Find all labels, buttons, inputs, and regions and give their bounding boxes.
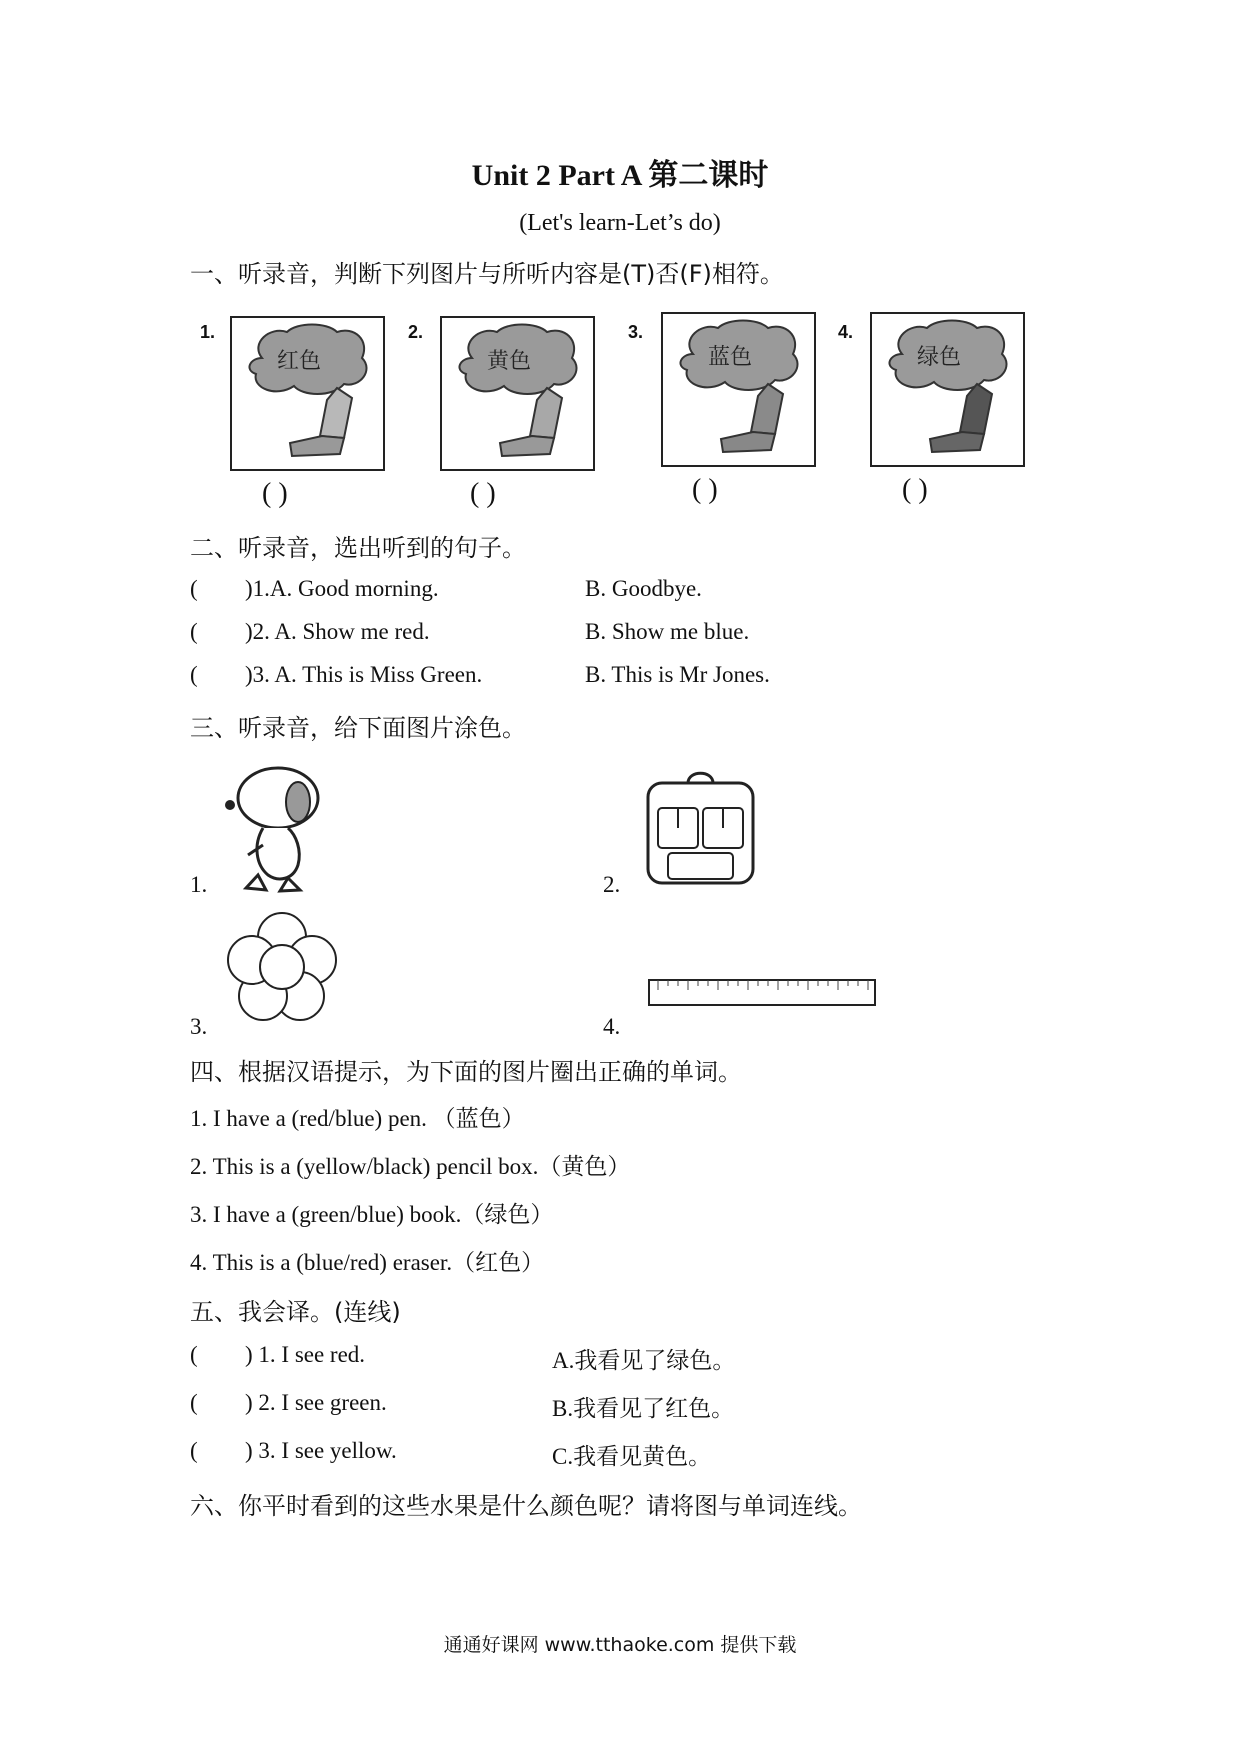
english-sentence: ) 3. I see yellow.: [245, 1438, 397, 1463]
backpack-picture: [638, 768, 763, 890]
answer-paren[interactable]: ( ): [692, 474, 718, 505]
item-number: 2.: [408, 322, 424, 342]
tube-label: 红色: [277, 349, 322, 374]
paint-tube-picture: [230, 316, 385, 471]
option-b: B. This is Mr Jones.: [585, 662, 770, 687]
item-number: 4.: [838, 322, 854, 342]
item-number: 1.: [200, 322, 216, 342]
answer-paren[interactable]: ( ): [262, 478, 288, 509]
picture-number: 3.: [190, 1014, 208, 1039]
section-1-heading: 一、听录音，判断下列图片与所听内容是(T)否(F)相符。: [190, 260, 784, 288]
sentence: 2. This is a (yellow/black) pencil box.（黄色）: [190, 1154, 631, 1179]
choice-paren[interactable]: (: [190, 1438, 198, 1463]
tube-label: 蓝色: [708, 345, 753, 370]
paint-tube-picture: [661, 312, 816, 467]
chinese-sentence: C.我看见黄色。: [552, 1444, 712, 1469]
item-number: 3.: [628, 322, 644, 342]
choice-paren[interactable]: (: [190, 576, 198, 601]
tube-label: 绿色: [917, 345, 962, 370]
option-b: B. Goodbye.: [585, 576, 702, 601]
chinese-sentence: A.我看见了绿色。: [552, 1348, 736, 1373]
option-a: )3. A. This is Miss Green.: [245, 662, 483, 687]
dog-picture: [218, 760, 328, 895]
section-5-heading: 五、我会译。(连线): [190, 1298, 401, 1326]
english-sentence: ) 1. I see red.: [245, 1342, 366, 1367]
option-a: )2. A. Show me red.: [245, 619, 430, 644]
option-a: )1.A. Good morning.: [245, 576, 439, 601]
answer-paren[interactable]: ( ): [470, 478, 496, 509]
picture-number: 2.: [603, 872, 621, 897]
footer: 通通好课网 www.tthaoke.com 提供下载: [443, 1634, 797, 1656]
sentence: 4. This is a (blue/red) eraser.（红色）: [190, 1250, 545, 1275]
ruler-picture: [648, 978, 878, 1008]
picture-number: 1.: [190, 872, 208, 897]
answer-paren[interactable]: ( ): [902, 474, 928, 505]
section-3-heading: 三、听录音，给下面图片涂色。: [190, 714, 526, 742]
choice-paren[interactable]: (: [190, 619, 198, 644]
tube-label: 黄色: [487, 349, 532, 374]
choice-paren[interactable]: (: [190, 1390, 198, 1415]
option-b: B. Show me blue.: [585, 619, 750, 644]
picture-number: 4.: [603, 1014, 621, 1039]
section-4-heading: 四、根据汉语提示，为下面的图片圈出正确的单词。: [190, 1058, 742, 1086]
sentence: 3. I have a (green/blue) book.（绿色）: [190, 1202, 554, 1227]
paint-tube-picture: [870, 312, 1025, 467]
sentence: 1. I have a (red/blue) pen. （蓝色）: [190, 1106, 525, 1131]
flower-picture: [225, 910, 340, 1025]
section-2-heading: 二、听录音，选出听到的句子。: [190, 534, 526, 562]
page-subtitle: (Let's learn-Let’s do): [519, 210, 721, 236]
section-6-heading: 六、你平时看到的这些水果是什么颜色呢？请将图与单词连线。: [190, 1492, 862, 1520]
chinese-sentence: B.我看见了红色。: [552, 1396, 735, 1421]
choice-paren[interactable]: (: [190, 662, 198, 687]
paint-tube-picture: [440, 316, 595, 471]
page-title: Unit 2 Part A 第二课时: [471, 159, 769, 192]
choice-paren[interactable]: (: [190, 1342, 198, 1367]
english-sentence: ) 2. I see green.: [245, 1390, 387, 1415]
